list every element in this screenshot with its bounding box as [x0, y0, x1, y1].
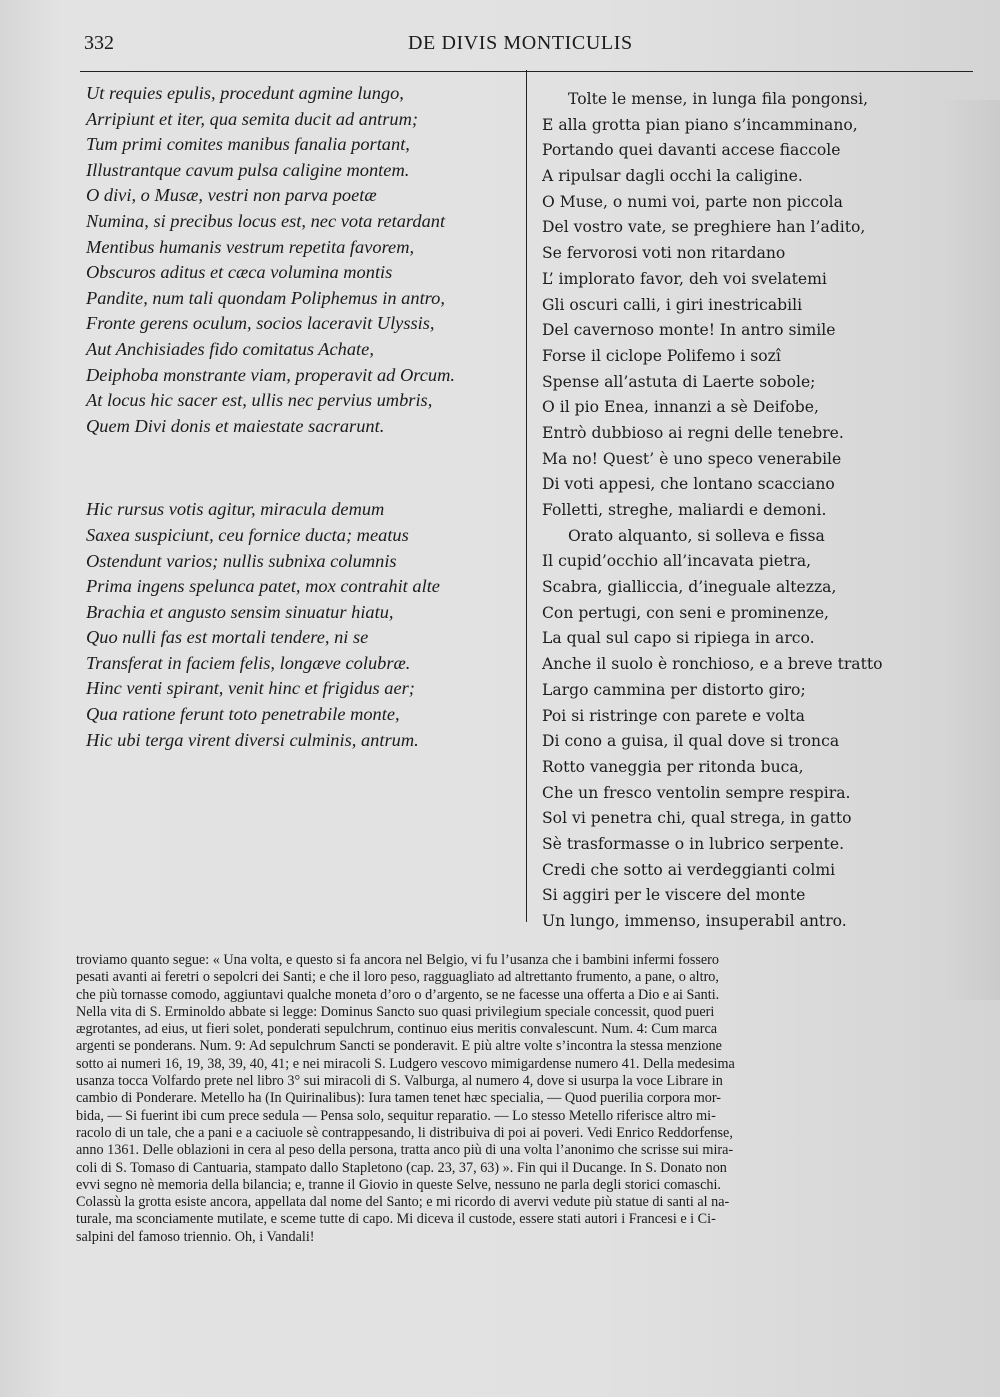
italian-verse-line: Folletti, streghe, maliardi e demoni.	[542, 501, 827, 519]
italian-verse-line: Orato alquanto, si solleva e fissa	[568, 526, 825, 545]
footnote-line: evvi segno nè memoria della bilancia; e, tranne il Giovio in queste Selve, nessuno ne parla degli storici comaschi.	[76, 1176, 721, 1193]
latin-verse-line: Hinc venti spirant, venit hinc et frigidus aer;	[86, 678, 415, 699]
latin-verse-line: Mentibus humanis vestrum repetita favorem,	[86, 236, 415, 257]
italian-verse-line: Se fervorosi voti non ritardano	[542, 244, 786, 263]
italian-verse-line: Spense all’astuta di Laerte sobole;	[542, 372, 816, 391]
latin-verse-line: Quo nulli fas est mortali tendere, ni se	[86, 627, 369, 648]
latin-verse-line: Illustrantque cavum pulsa caligine montem.	[86, 159, 410, 180]
italian-verse-line: Credi che sotto ai verdeggianti colmi	[542, 860, 836, 879]
italian-verse-line: Entrò dubbioso ai regni delle tenebre.	[542, 423, 844, 442]
footnote-line: che più tornasse comodo, aggiuntavi qualche moneta d’oro o d’argento, se ne facesse una offerta a Dio e ai Santi.	[76, 986, 720, 1003]
italian-verse-line: Anche il suolo è ronchioso, e a breve tratto	[542, 655, 883, 674]
footnote-line: turale, ma sconciamente mutilate, e sceme tutte di capo. Mi diceva il custode, essere stati autori i Francesi e i Ci-	[76, 1211, 716, 1228]
italian-verse-line: Di cono a guisa, il qual dove si tronca	[542, 732, 840, 751]
latin-verse-line: O divi, o Musæ, vestri non parva poetæ	[86, 185, 377, 206]
footnote-line: Nella vita di S. Erminoldo abbate si legge: Dominus Sancto suo quasi privilegium speciale concessit, quod pueri	[76, 1003, 715, 1020]
latin-verse-line: Ut requies epulis, procedunt agmine lungo,	[86, 83, 404, 103]
stanza-break	[86, 439, 516, 497]
footnote-line: pesati avanti ai feretri o sepolcri dei Santi; e che il loro peso, ragguagliato ad altrettanto frumento, a pane, o altro,	[76, 969, 719, 986]
italian-verse-line: Del cavernoso monte! In antro simile	[542, 321, 836, 340]
footnote-line: argenti se ponderans. Num. 9: Ad sepulchrum Sancti se ponderavit. E più altre volte s’incontra la stessa menzione	[76, 1038, 722, 1055]
italian-verse-line: Rotto vaneggia per ritonda buca,	[542, 757, 804, 776]
latin-verse-line: Obscuros aditus et cæca volumina montis	[86, 262, 393, 283]
latin-verse-line: Transferat in faciem felis, longæve colubræ.	[86, 652, 411, 673]
footnote-line: salpini del famoso triennio. Oh, i Vandali!	[76, 1228, 315, 1245]
latin-verse-line: Prima ingens spelunca patet, mox contrahit alte	[86, 576, 440, 597]
footnote-line: sotto ai numeri 16, 19, 38, 39, 40, 41; e nei miracoli S. Ludgero vescovo mimigardense numero 41. Della medesima	[76, 1055, 735, 1072]
italian-verse-line: Tolte le mense, in lunga fila pongonsi,	[568, 90, 869, 108]
latin-verse-line: Deiphoba monstrante viam, properavit ad Orcum.	[86, 364, 455, 385]
italian-verse-line: Sè trasformasse o in lubrico serpente.	[542, 834, 845, 853]
italian-verse-line: O Muse, o numi voi, parte non piccola	[542, 192, 843, 211]
italian-verse-line: Un lungo, immenso, insuperabil antro.	[542, 912, 847, 930]
footnote-line: bida, — Si fuerint ibi cum prece sedula — Pensa solo, sequitur reparatio. — Lo stesso Metello riferisce altro mi-	[76, 1107, 716, 1124]
italian-verse-line: Il cupid’occhio all’incavata pietra,	[542, 552, 812, 571]
latin-verse-line: Hic rursus votis agitur, miracula demum	[86, 499, 385, 520]
italian-verse-line: A ripulsar dagli occhi la caligine.	[542, 167, 803, 186]
footnote-line: cambio di Ponderare. Metello ha (In Quirinalibus): Iura tamen tenet hæc specialia, — Quod puerilia corpora mor-	[76, 1090, 722, 1107]
page-header	[0, 28, 1000, 58]
column-divider	[526, 70, 527, 922]
italian-verse-line: Di voti appesi, che lontano scacciano	[542, 475, 835, 494]
latin-verse-line: Quem Divi donis et maiestate sacrarunt.	[86, 415, 385, 436]
italian-verse-line: Che un fresco ventolin sempre respira.	[542, 783, 851, 802]
latin-verse-line: Brachia et angusto sensim sinuatur hiatu,	[86, 601, 394, 622]
italian-verse-line: Sol vi penetra chi, qual strega, in gatto	[542, 809, 852, 828]
footnote-line: usanza tocca Volfardo prete nel libro 3° sui miracoli di S. Valburga, al numero 4, dove si usurpa la voce Librare in	[76, 1073, 723, 1090]
latin-verse-line: Qua ratione ferunt toto penetrabile monte,	[86, 704, 400, 725]
latin-verse-line: Tum primi comites manibus fanalia portant,	[86, 134, 410, 155]
italian-verse-column	[542, 87, 972, 935]
italian-verse-line: Poi si ristringe con parete e volta	[542, 706, 805, 725]
italian-verse-line: Forse il ciclope Polifemo i sozî	[542, 346, 781, 365]
latin-verse-line: At locus hic sacer est, ullis nec pervius umbris,	[86, 390, 433, 411]
italian-verse-line: O il pio Enea, innanzi a sè Deifobe,	[542, 398, 819, 417]
footnote-block	[76, 952, 964, 1246]
footnote-line: coli di S. Tomaso di Cantuaria, stampato dallo Stapletono (cap. 23, 37, 63) ». Fin qui il Ducange. In S. Donato non	[76, 1159, 727, 1176]
running-title: DE DIVIS MONTICULIS	[408, 32, 633, 54]
italian-verse-line: Con pertugi, con seni e prominenze,	[542, 603, 830, 622]
footnote-line: ægrotantes, ad eius, ut fieri solet, ponderati sepulchrum, continuo eius meritis convalescunt. Num. 4: Cum marca	[76, 1021, 718, 1038]
italian-verse-line: Largo cammina per distorto giro;	[542, 680, 806, 699]
italian-verse-line: Gli oscuri calli, i giri inestricabili	[542, 295, 803, 314]
page-number: 332	[84, 32, 114, 54]
italian-verse-line: Portando quei davanti accese fiaccole	[542, 141, 841, 160]
latin-verse-line: Fronte gerens oculum, socios laceravit Ulyssis,	[86, 313, 435, 334]
footnote-line: troviamo quanto segue: « Una volta, e questo si fa ancora nel Belgio, vi fu l’usanza che i bambini infermi fossero	[76, 952, 719, 968]
italian-verse-line: Scabra, gialliccia, d’ineguale altezza,	[542, 578, 837, 597]
italian-verse-line: Ma no! Quest’ è uno speco venerabile	[542, 449, 842, 468]
footnote-line: anno 1361. Delle oblazioni in cera al peso della persona, tratta anco più di una volta l’anonimo che scrisse sui mira-	[76, 1142, 734, 1159]
latin-verse-line: Aut Anchisiades fido comitatus Achate,	[86, 338, 374, 359]
latin-verse-line: Hic ubi terga virent diversi culminis, antrum.	[86, 729, 419, 750]
italian-verse-line: L’ implorato favor, deh voi svelatemi	[542, 269, 827, 288]
footnote-line: racolo di un tale, che a pani e a caciuole sè contrappesando, li distribuiva di poi ai poveri. Vedi Enrico Reddorfense,	[76, 1124, 733, 1141]
italian-verse-line: Del vostro vate, se preghiere han l’adito,	[542, 218, 866, 237]
latin-verse-line: Ostendunt varios; nullis subnixa columnis	[86, 550, 397, 571]
italian-verse-line: E alla grotta pian piano s’incamminano,	[542, 115, 858, 134]
latin-verse-line: Arripiunt et iter, qua semita ducit ad antrum;	[86, 108, 419, 129]
latin-verse-line: Numina, si precibus locus est, nec vota retardant	[86, 210, 446, 231]
footnote-line: Colassù la grotta esiste ancora, appellata dal nome del Santo; e mi ricordo di avervi vedute più statue di santi al na-	[76, 1194, 730, 1211]
italian-verse-line: La qual sul capo si ripiega in arco.	[542, 629, 815, 648]
italian-verse-line: Si aggiri per le viscere del monte	[542, 886, 806, 905]
latin-verse-line: Saxea suspiciunt, ceu fornice ducta; meatus	[86, 524, 409, 545]
latin-verse-line: Pandite, num tali quondam Poliphemus in antro,	[86, 287, 445, 308]
latin-verse-column	[86, 81, 516, 753]
